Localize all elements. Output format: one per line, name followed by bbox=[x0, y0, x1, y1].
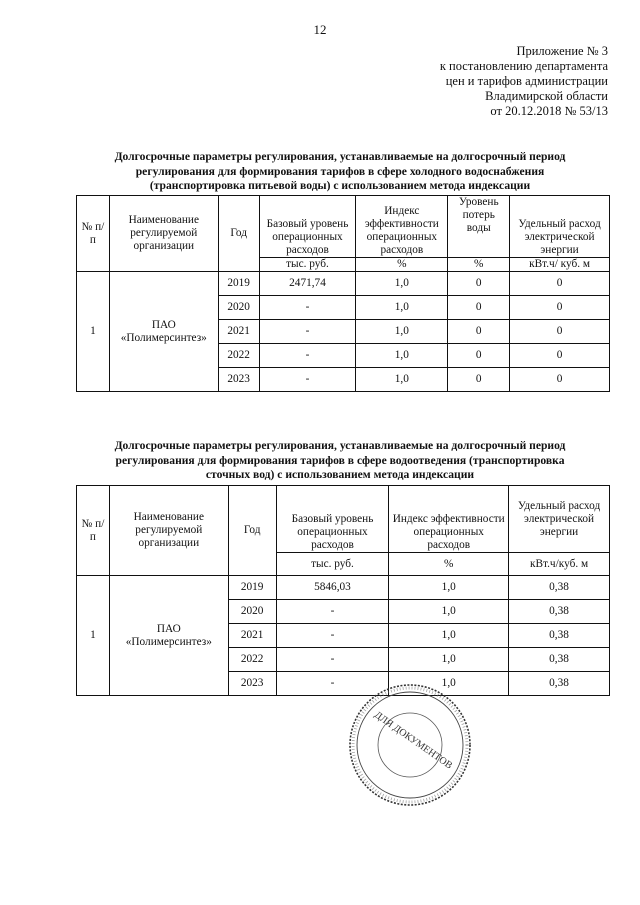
cell-loss: 0 bbox=[448, 272, 510, 296]
header-energy: Удельный расход электрической энергии bbox=[509, 486, 610, 553]
appendix-line: от 20.12.2018 № 53/13 bbox=[490, 104, 608, 118]
official-stamp bbox=[345, 680, 475, 810]
cell-energy: 0,38 bbox=[509, 672, 610, 696]
cell-energy: 0,38 bbox=[509, 576, 610, 600]
cell-energy: 0 bbox=[510, 344, 610, 368]
heading-line: Долгосрочные параметры регулирования, устанавливаемые на долгосрочный период bbox=[114, 439, 566, 452]
heading-line: сточных вод) с использованием метода индексации bbox=[205, 468, 475, 481]
unit-loss: % bbox=[448, 258, 510, 272]
org-name-cell bbox=[109, 576, 228, 696]
cell-year: 2019 bbox=[218, 272, 259, 296]
cell-energy: 0 bbox=[510, 320, 610, 344]
unit-index: % bbox=[356, 258, 448, 272]
unit-index: % bbox=[389, 553, 509, 576]
heading-line: (транспортировка питьевой воды) с использованием метода индексации bbox=[149, 179, 531, 192]
header-efficiency-index: Индекс эффективности операционных расходов bbox=[389, 486, 509, 553]
cell-year: 2021 bbox=[228, 624, 276, 648]
cell-year: 2022 bbox=[228, 648, 276, 672]
cell-index: 1,0 bbox=[389, 648, 509, 672]
cell-energy: 0 bbox=[510, 296, 610, 320]
appendix-block bbox=[400, 44, 608, 119]
cell-index: 1,0 bbox=[356, 368, 448, 392]
header-base-costs: Базовый уровень операционных расходов bbox=[259, 196, 356, 258]
cell-year: 2020 bbox=[218, 296, 259, 320]
cell-base: 5846,03 bbox=[276, 576, 389, 600]
header-year: Год bbox=[218, 196, 259, 272]
org-line: «Полимерсинтез» bbox=[125, 635, 212, 648]
cell-year: 2021 bbox=[218, 320, 259, 344]
heading-line: регулирования для формирования тарифов в сфере холодного водоснабжения bbox=[135, 164, 545, 178]
cell-energy: 0,38 bbox=[509, 600, 610, 624]
section2-heading bbox=[70, 439, 610, 483]
table-row bbox=[77, 576, 610, 600]
appendix-line: к постановлению департамента bbox=[439, 59, 608, 73]
cell-index: 1,0 bbox=[356, 272, 448, 296]
unit-energy: кВт.ч/куб. м bbox=[509, 553, 610, 576]
header-energy: Удельный расход электрической энергии bbox=[510, 196, 610, 258]
cell-index: 1,0 bbox=[356, 296, 448, 320]
cell-year: 2023 bbox=[218, 368, 259, 392]
cell-energy: 0,38 bbox=[509, 648, 610, 672]
org-line: «Полимерсинтез» bbox=[120, 331, 207, 344]
header-org-name: Наименование регулируемой организации bbox=[109, 196, 218, 272]
heading-line: Долгосрочные параметры регулирования, устанавливаемые на долгосрочный период bbox=[114, 150, 566, 163]
cell-base: 2471,74 bbox=[259, 272, 356, 296]
header-year: Год bbox=[228, 486, 276, 576]
section1-heading bbox=[70, 150, 610, 194]
header-org-name: Наименование регулируемой организации bbox=[109, 486, 228, 576]
unit-base: тыс. руб. bbox=[259, 258, 356, 272]
cell-year: 2023 bbox=[228, 672, 276, 696]
cell-energy: 0 bbox=[510, 368, 610, 392]
header-num: № п/п bbox=[77, 196, 110, 272]
unit-base: тыс. руб. bbox=[276, 553, 389, 576]
cell-year: 2019 bbox=[228, 576, 276, 600]
cell-index: 1,0 bbox=[389, 600, 509, 624]
cell-base: - bbox=[259, 320, 356, 344]
row-number: 1 bbox=[77, 272, 110, 392]
cell-base: - bbox=[276, 600, 389, 624]
cell-base: - bbox=[276, 672, 389, 696]
cell-loss: 0 bbox=[448, 320, 510, 344]
cell-loss: 0 bbox=[448, 296, 510, 320]
appendix-line: цен и тарифов администрации bbox=[445, 74, 608, 88]
cell-base: - bbox=[259, 368, 356, 392]
cell-index: 1,0 bbox=[389, 672, 509, 696]
cell-base: - bbox=[259, 296, 356, 320]
cell-index: 1,0 bbox=[389, 624, 509, 648]
table-wastewater bbox=[76, 485, 610, 696]
header-base-costs: Базовый уровень операционных расходов bbox=[276, 486, 389, 553]
table-row bbox=[77, 272, 610, 296]
org-name-cell bbox=[109, 272, 218, 392]
header-num: № п/п bbox=[77, 486, 110, 576]
appendix-line: Владимирской области bbox=[485, 89, 608, 103]
cell-index: 1,0 bbox=[389, 576, 509, 600]
cell-year: 2022 bbox=[218, 344, 259, 368]
page-number: 12 bbox=[313, 22, 327, 37]
cell-base: - bbox=[276, 648, 389, 672]
cell-index: 1,0 bbox=[356, 344, 448, 368]
stamp-text: ДЛЯ ДОКУМЕНТОВ bbox=[372, 709, 455, 772]
cell-loss: 0 bbox=[448, 344, 510, 368]
cell-energy: 0 bbox=[510, 272, 610, 296]
header-efficiency-index: Индекс эффективности операционных расходов bbox=[356, 196, 448, 258]
cell-energy: 0,38 bbox=[509, 624, 610, 648]
cell-index: 1,0 bbox=[356, 320, 448, 344]
row-number: 1 bbox=[77, 576, 110, 696]
org-line: ПАО bbox=[151, 318, 176, 331]
heading-line: регулирования для формирования тарифов в сфере водоотведения (транспортировка bbox=[115, 453, 565, 467]
cell-year: 2020 bbox=[228, 600, 276, 624]
org-line: ПАО bbox=[156, 622, 181, 635]
unit-energy: кВт.ч/ куб. м bbox=[510, 258, 610, 272]
cell-base: - bbox=[276, 624, 389, 648]
table-cold-water bbox=[76, 195, 610, 392]
appendix-line: Приложение № 3 bbox=[516, 44, 608, 58]
cell-loss: 0 bbox=[448, 368, 510, 392]
header-water-loss: Уровень потерь воды bbox=[448, 196, 510, 258]
cell-base: - bbox=[259, 344, 356, 368]
